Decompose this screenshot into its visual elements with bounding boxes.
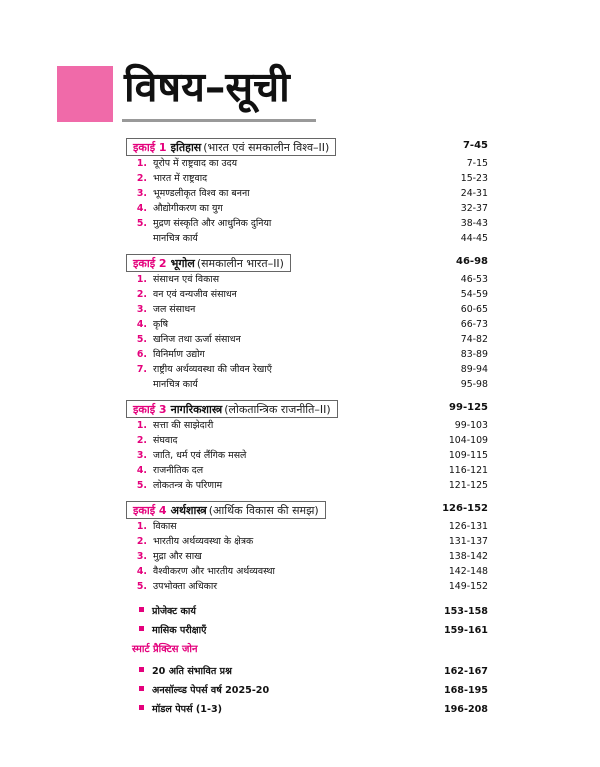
chapter-number: 2. — [136, 173, 147, 184]
smart-title: मॉडल पेपर्स (1-3) — [152, 704, 223, 715]
chapter-row[interactable] — [126, 478, 488, 493]
unit-label: इकाई 3 — [133, 402, 167, 416]
unit-section — [126, 501, 488, 594]
chapter-pages: 38-43 — [460, 218, 488, 229]
chapter-number: 3. — [136, 450, 147, 461]
page-title: विषय–सूची — [124, 63, 290, 111]
chapter-number: 4. — [136, 203, 147, 214]
square-bullet-icon — [139, 686, 144, 691]
title-underline — [122, 119, 316, 122]
chapter-title: विनिर्माण उद्योग — [153, 349, 205, 360]
chapter-title: जल संसाधन — [153, 304, 196, 315]
chapter-title: भारत में राष्ट्रवाद — [153, 173, 208, 184]
unit-label: इकाई 4 — [133, 503, 167, 517]
chapter-number: 3. — [136, 304, 147, 315]
chapter-title: भूमण्डलीकृत विश्व का बनना — [153, 188, 250, 199]
unit-name: नागरिकशास्त्र — [170, 402, 223, 416]
chapter-title: संसाधन एवं विकास — [153, 274, 220, 285]
unit-section — [126, 138, 488, 246]
chapter-row[interactable] — [126, 418, 488, 433]
chapter-title: उपभोक्ता अधिकार — [153, 581, 218, 592]
chapter-pages: 131-137 — [448, 536, 488, 547]
chapter-number: 4. — [136, 465, 147, 476]
chapter-pages: 54-59 — [460, 289, 488, 300]
chapter-number: 3. — [136, 188, 147, 199]
chapter-title: मानचित्र कार्य — [153, 379, 198, 390]
smart-zone-heading: स्मार्ट प्रैक्टिस जोन — [132, 644, 198, 655]
smart-pages: 196-208 — [443, 704, 488, 715]
chapter-row[interactable] — [126, 519, 488, 534]
chapter-number: 2. — [136, 289, 147, 300]
chapter-row[interactable] — [126, 448, 488, 463]
unit-subtitle: (समकालीन भारत–II) — [196, 256, 284, 270]
chapter-row[interactable] — [126, 231, 488, 246]
chapter-pages: 24-31 — [460, 188, 488, 199]
extra-row[interactable] — [126, 602, 488, 621]
square-bullet-icon — [139, 607, 144, 612]
unit-title-box — [126, 400, 338, 418]
unit-pages: 7-45 — [462, 140, 488, 151]
chapter-number: 1. — [136, 158, 147, 169]
chapter-row[interactable] — [126, 433, 488, 448]
square-bullet-icon — [139, 705, 144, 710]
chapter-pages: 126-131 — [448, 521, 488, 532]
unit-title-box — [126, 501, 326, 519]
unit-heading[interactable] — [126, 254, 488, 272]
chapter-pages: 32-37 — [460, 203, 488, 214]
chapter-title: खनिज तथा ऊर्जा संसाधन — [153, 334, 241, 345]
chapter-title: वैश्वीकरण और भारतीय अर्थव्यवस्था — [153, 566, 275, 577]
unit-name: भूगोल — [170, 256, 195, 270]
unit-section — [126, 254, 488, 392]
extra-row[interactable] — [126, 621, 488, 640]
square-bullet-icon — [139, 626, 144, 631]
unit-name: अर्थशास्त्र — [170, 503, 207, 517]
chapter-number: 2. — [136, 536, 147, 547]
chapter-title: संघवाद — [153, 435, 178, 446]
chapter-number: 5. — [136, 218, 147, 229]
extra-pages: 159-161 — [443, 625, 488, 636]
chapter-title: लोकतन्त्र के परिणाम — [153, 480, 223, 491]
unit-name: इतिहास — [170, 140, 202, 154]
unit-heading[interactable] — [126, 501, 488, 519]
chapter-number: 5. — [136, 581, 147, 592]
smart-row[interactable] — [126, 700, 488, 719]
chapter-pages: 46-53 — [460, 274, 488, 285]
chapter-title: यूरोप में राष्ट्रवाद का उदय — [153, 158, 238, 169]
unit-pages: 126-152 — [442, 503, 488, 514]
chapter-pages: 7-15 — [466, 158, 488, 169]
extra-pages: 153-158 — [443, 606, 488, 617]
chapter-row[interactable] — [126, 332, 488, 347]
chapter-pages: 44-45 — [460, 233, 488, 244]
chapter-title: राष्ट्रीय अर्थव्यवस्था की जीवन रेखाएँ — [153, 364, 272, 375]
chapter-row[interactable] — [126, 534, 488, 549]
unit-title-box — [126, 138, 336, 156]
chapter-pages: 89-94 — [460, 364, 488, 375]
unit-subtitle: (आर्थिक विकास की समझ) — [208, 503, 319, 517]
chapter-row[interactable] — [126, 287, 488, 302]
chapter-number: 5. — [136, 480, 147, 491]
chapter-pages: 99-103 — [454, 420, 488, 431]
chapter-pages: 15-23 — [460, 173, 488, 184]
unit-subtitle: (भारत एवं समकालीन विश्व–II) — [203, 140, 330, 154]
chapter-title: जाति, धर्म एवं लैंगिक मसले — [153, 450, 247, 461]
chapter-number: 1. — [136, 420, 147, 431]
chapter-row[interactable] — [126, 156, 488, 171]
chapter-row[interactable] — [126, 302, 488, 317]
chapter-row[interactable] — [126, 463, 488, 478]
chapter-row[interactable] — [126, 377, 488, 392]
unit-pages: 99-125 — [449, 402, 488, 413]
chapter-pages: 109-115 — [448, 450, 488, 461]
smart-row[interactable] — [126, 681, 488, 700]
chapter-title: कृषि — [153, 319, 169, 330]
chapter-pages: 66-73 — [460, 319, 488, 330]
decorative-pink-block — [57, 66, 113, 122]
chapter-pages: 142-148 — [448, 566, 488, 577]
chapter-title: सत्ता की साझेदारी — [153, 420, 214, 431]
chapter-title: राजनीतिक दल — [153, 465, 204, 476]
unit-label: इकाई 1 — [133, 140, 167, 154]
chapter-row[interactable] — [126, 272, 488, 287]
smart-row[interactable] — [126, 662, 488, 681]
chapter-row[interactable] — [126, 362, 488, 377]
chapter-row[interactable] — [126, 579, 488, 594]
chapter-pages: 121-125 — [448, 480, 488, 491]
chapter-number: 6. — [136, 349, 147, 360]
chapter-number: 2. — [136, 435, 147, 446]
extra-title: प्रोजेक्ट कार्य — [152, 606, 196, 617]
chapter-row[interactable] — [126, 171, 488, 186]
chapter-row[interactable] — [126, 201, 488, 216]
chapter-pages: 149-152 — [448, 581, 488, 592]
chapter-title: विकास — [153, 521, 177, 532]
chapter-title: भारतीय अर्थव्यवस्था के क्षेत्रक — [153, 536, 254, 547]
chapter-pages: 95-98 — [460, 379, 488, 390]
unit-subtitle: (लोकतान्त्रिक राजनीति–II) — [224, 402, 331, 416]
chapter-number: 4. — [136, 319, 147, 330]
smart-title: 20 अति संभावित प्रश्न — [152, 666, 232, 677]
chapter-number: 3. — [136, 551, 147, 562]
chapter-row[interactable] — [126, 317, 488, 332]
chapter-row[interactable] — [126, 216, 488, 231]
smart-pages: 162-167 — [443, 666, 488, 677]
unit-title-box — [126, 254, 291, 272]
chapter-pages: 83-89 — [460, 349, 488, 360]
chapter-number: 7. — [136, 364, 147, 375]
chapter-title: मुद्रा और साख — [153, 551, 202, 562]
chapter-number: 5. — [136, 334, 147, 345]
chapter-row[interactable] — [126, 549, 488, 564]
chapter-pages: 74-82 — [460, 334, 488, 345]
unit-heading[interactable] — [126, 400, 488, 418]
chapter-row[interactable] — [126, 347, 488, 362]
chapter-pages: 60-65 — [460, 304, 488, 315]
chapter-row[interactable] — [126, 564, 488, 579]
chapter-pages: 104-109 — [448, 435, 488, 446]
smart-title: अनसॉल्व्ड पेपर्स वर्ष 2025-20 — [152, 685, 270, 696]
unit-label: इकाई 2 — [133, 256, 167, 270]
table-of-contents — [126, 138, 488, 719]
chapter-title: वन एवं वन्यजीव संसाधन — [153, 289, 237, 300]
chapter-number: 1. — [136, 521, 147, 532]
chapter-title: मानचित्र कार्य — [153, 233, 198, 244]
unit-section — [126, 400, 488, 493]
chapter-title: मुद्रण संस्कृति और आधुनिक दुनिया — [153, 218, 272, 229]
chapter-row[interactable] — [126, 186, 488, 201]
unit-heading[interactable] — [126, 138, 488, 156]
chapter-pages: 116-121 — [448, 465, 488, 476]
extra-title: मासिक परीक्षाएँ — [152, 625, 207, 636]
chapter-number: 4. — [136, 566, 147, 577]
chapter-number: 1. — [136, 274, 147, 285]
square-bullet-icon — [139, 667, 144, 672]
smart-pages: 168-195 — [443, 685, 488, 696]
chapter-pages: 138-142 — [448, 551, 488, 562]
chapter-title: औद्योगीकरण का युग — [153, 203, 223, 214]
unit-pages: 46-98 — [456, 256, 488, 267]
